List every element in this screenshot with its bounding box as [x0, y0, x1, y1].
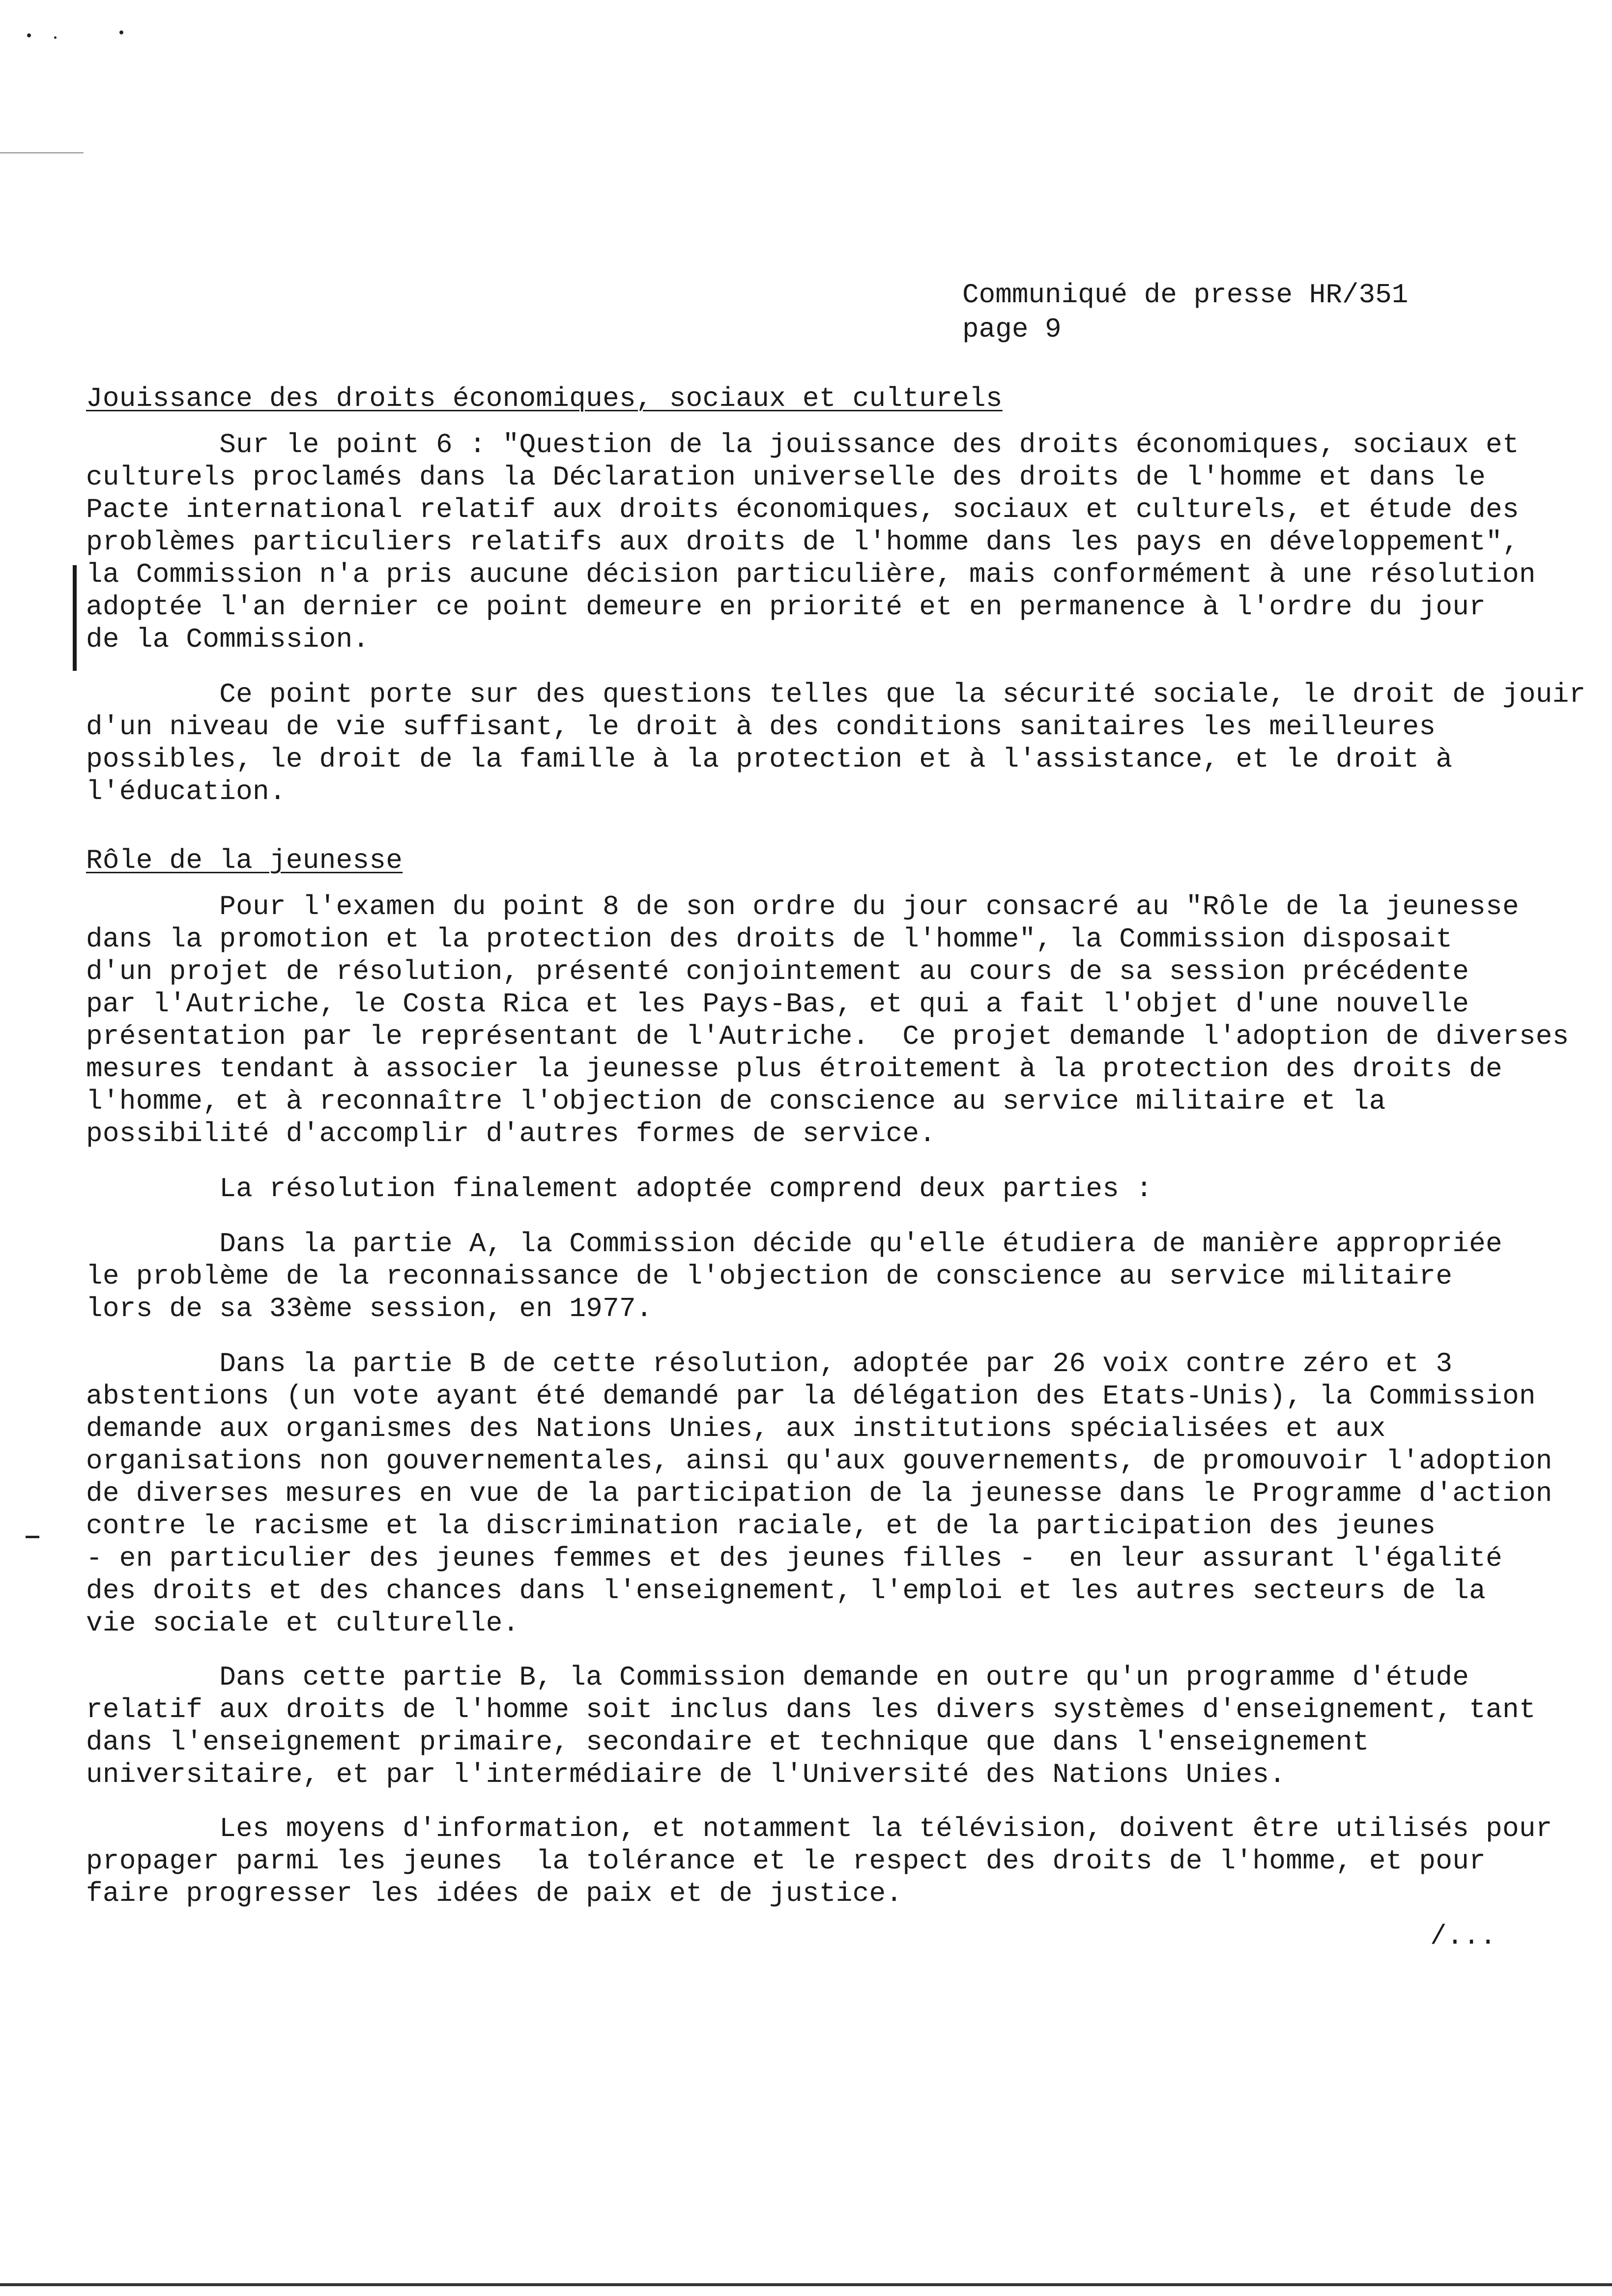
- text-line: contre le racisme et la discrimination raciale, et de la participation des jeunes: [86, 1510, 1436, 1542]
- text-line: la Commission n'a pris aucune décision particulière, mais conformément à une résolution: [86, 559, 1536, 590]
- scan-margin-line: [0, 152, 84, 153]
- text-line: propager parmi les jeunes la tolérance et le respect des droits de l'homme, et pour: [86, 1845, 1486, 1877]
- text-line: Ce point porte sur des questions telles que la sécurité sociale, le droit de jouir: [86, 679, 1586, 710]
- revision-margin-bar: [73, 565, 77, 671]
- text-line: Sur le point 6 : "Question de la jouissance des droits économiques, sociaux et: [86, 429, 1519, 460]
- scan-speck: [54, 36, 57, 39]
- text-line: culturels proclamés dans la Déclaration universelle des droits de l'homme et dans le: [86, 461, 1486, 493]
- text-line: relatif aux droits de l'homme soit inclus dans les divers systèmes d'enseignement, tant: [86, 1694, 1536, 1725]
- text-line: le problème de la reconnaissance de l'objection de conscience au service militaire: [86, 1261, 1453, 1292]
- section-heading: Jouissance des droits économiques, sociaux et culturels: [86, 383, 1003, 414]
- text-line: demande aux organismes des Nations Unies, aux institutions spécialisées et aux: [86, 1413, 1386, 1444]
- text-line: dans la promotion et la protection des droits de l'homme", la Commission disposait: [86, 923, 1453, 955]
- text-line: - en particulier des jeunes femmes et des jeunes filles - en leur assurant l'égalité: [86, 1543, 1502, 1574]
- text-line: adoptée l'an dernier ce point demeure en priorité et en permanence à l'ordre du jour: [86, 591, 1486, 623]
- text-line: vie sociale et culturelle.: [86, 1607, 519, 1639]
- text-line: d'un projet de résolution, présenté conjointement au cours de sa session précédente: [86, 956, 1469, 987]
- text-line: possibilité d'accomplir d'autres formes de service.: [86, 1118, 936, 1149]
- text-line: problèmes particuliers relatifs aux droits de l'homme dans les pays en développement",: [86, 526, 1519, 558]
- text-line: Les moyens d'information, et notamment la télévision, doivent être utilisés pour: [86, 1813, 1553, 1844]
- text-line: faire progresser les idées de paix et de justice.: [86, 1878, 903, 1909]
- text-line: l'homme, et à reconnaître l'objection de conscience au service militaire et la: [86, 1086, 1386, 1117]
- text-line: d'un niveau de vie suffisant, le droit à des conditions sanitaires les meilleures: [86, 711, 1436, 743]
- text-line: La résolution finalement adoptée comprend deux parties :: [86, 1173, 1152, 1205]
- page-number: page 9: [962, 314, 1062, 345]
- text-line: possibles, le droit de la famille à la protection et à l'assistance, et le droit à: [86, 744, 1453, 775]
- text-line: abstentions (un vote ayant été demandé par la délégation des Etats-Unis), la Commission: [86, 1380, 1536, 1412]
- text-line: présentation par le représentant de l'Autriche. Ce projet demande l'adoption de diverses: [86, 1021, 1569, 1052]
- press-release-reference: Communiqué de presse HR/351: [962, 279, 1409, 311]
- scan-speck: [27, 33, 31, 37]
- text-line: lors de sa 33ème session, en 1977.: [86, 1293, 653, 1324]
- text-line: Pour l'examen du point 8 de son ordre du jour consacré au "Rôle de la jeunesse: [86, 891, 1519, 922]
- section-heading: Rôle de la jeunesse: [86, 845, 403, 876]
- text-line: de la Commission.: [86, 624, 370, 655]
- margin-mark: [26, 1536, 39, 1538]
- text-line: l'éducation.: [86, 776, 286, 807]
- text-line: mesures tendant à associer la jeunesse plus étroitement à la protection des droits de: [86, 1053, 1502, 1085]
- scan-bottom-edge: [0, 2283, 1612, 2286]
- text-line: universitaire, et par l'intermédiaire de l'Université des Nations Unies.: [86, 1759, 1286, 1790]
- text-line: de diverses mesures en vue de la participation de la jeunesse dans le Programme d'action: [86, 1478, 1553, 1509]
- continuation-mark: /...: [1430, 1921, 1497, 1952]
- text-line: Pacte international relatif aux droits économiques, sociaux et culturels, et étude des: [86, 494, 1519, 525]
- text-line: dans l'enseignement primaire, secondaire et technique que dans l'enseignement: [86, 1726, 1369, 1758]
- text-line: Dans cette partie B, la Commission demande en outre qu'un programme d'étude: [86, 1662, 1469, 1693]
- text-line: organisations non gouvernementales, ainsi qu'aux gouvernements, de promouvoir l'adoption: [86, 1445, 1553, 1477]
- text-line: des droits et des chances dans l'enseignement, l'emploi et les autres secteurs de la: [86, 1575, 1486, 1607]
- scan-speck: [119, 30, 123, 34]
- text-line: par l'Autriche, le Costa Rica et les Pays-Bas, et qui a fait l'objet d'une nouvelle: [86, 988, 1469, 1020]
- text-line: Dans la partie A, la Commission décide qu'elle étudiera de manière appropriée: [86, 1228, 1502, 1260]
- text-line: Dans la partie B de cette résolution, adoptée par 26 voix contre zéro et 3: [86, 1348, 1453, 1379]
